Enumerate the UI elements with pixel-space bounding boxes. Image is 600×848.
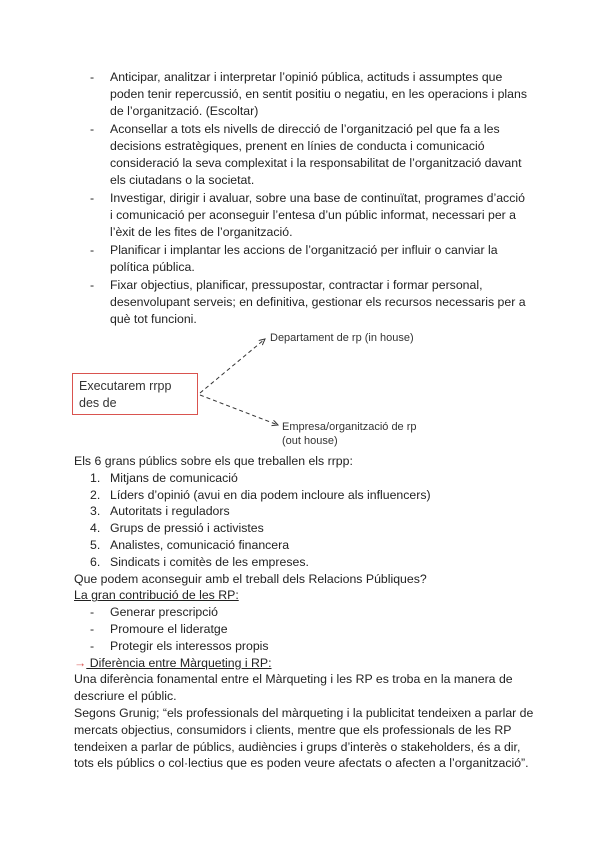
publics-list <box>74 470 534 571</box>
list-item <box>90 470 534 487</box>
dash-bullet: - <box>90 278 95 292</box>
dash-bullet: - <box>90 605 95 620</box>
difference-paragraph-2: Segons Grunig; “els professionals del màrqueting i la publicitat tendeixen a parlar de mercats objectius, consumidors i clients, mentre que els professionals de les RP tendeixen a parlar de públics, audiències i grups d’interès o stakeholders, és a dir, tots els públics o col·lectius que es poden veure afectats o afecten a l’organització”. <box>74 705 534 771</box>
contribution-list <box>74 604 534 654</box>
list-item-text: Protegir els interessos propis <box>110 638 269 653</box>
list-item <box>90 487 534 504</box>
right-arrow-icon: → <box>74 655 87 670</box>
in-house-label: Departament de rp (in house) <box>270 332 414 344</box>
list-item <box>90 503 534 520</box>
list-item <box>90 604 534 621</box>
list-item <box>90 554 534 571</box>
list-item-text: Grups de pressió i activistes <box>110 521 264 536</box>
list-number: 1. <box>90 470 101 485</box>
list-item-text: Sindicats i comitès de les empreses. <box>110 554 309 569</box>
list-item <box>90 520 534 537</box>
out-house-label-line2: (out house) <box>282 435 338 447</box>
difference-heading: Diferència entre Màrqueting i RP: <box>86 655 272 670</box>
list-number: 6. <box>90 554 101 569</box>
list-item <box>90 277 530 328</box>
rrpp-diagram <box>70 325 450 450</box>
list-item-text: Promoure el lideratge <box>110 621 228 636</box>
dash-bullet: - <box>90 638 95 653</box>
arrow-to-out-house <box>200 395 278 425</box>
list-item-text: Analistes, comunicació financera <box>110 537 290 552</box>
difference-paragraph-1: Una diferència fonamental entre el Màrqueting i les RP es troba en la manera de descriure el públic. <box>74 672 513 704</box>
list-item <box>90 537 534 554</box>
list-item <box>90 121 530 189</box>
dash-bullet: - <box>90 122 95 136</box>
intro-dash-list <box>90 69 530 329</box>
list-item-text: Planificar i implantar les accions de l’organització per influir o canviar la política pública. <box>110 243 498 274</box>
list-item <box>90 638 534 655</box>
dash-bullet: - <box>90 191 95 205</box>
list-item <box>90 621 534 638</box>
list-item-text: Anticipar, analitzar i interpretar l’opinió pública, actituds i assumptes que poden tenir repercussió, en sentit positiu o negatiu, en les operacions i plans de l’organització. (Escoltar) <box>110 70 527 118</box>
list-item-text: Líders d’opinió (avui en dia podem incloure als influencers) <box>110 487 431 502</box>
list-item <box>90 190 530 241</box>
list-number: 3. <box>90 504 101 519</box>
list-number: 4. <box>90 521 101 536</box>
list-item <box>90 69 530 120</box>
dash-bullet: - <box>90 243 95 257</box>
list-item-text: Investigar, dirigir i avaluar, sobre una base de continuïtat, programes d’acció i comunicació per aconseguir l’entesa d’un públic informat, necessari per a l’èxit de les fites de l’organització. <box>110 191 525 239</box>
list-item <box>90 242 530 276</box>
dash-bullet: - <box>90 621 95 636</box>
out-house-label-line1: Empresa/organització de rp <box>282 421 417 433</box>
list-item-text: Generar prescripció <box>110 605 218 620</box>
list-item-text: Mitjans de comunicació <box>110 470 238 485</box>
publics-heading: Els 6 grans públics sobre els que treballen els rrpp: <box>74 454 353 468</box>
diagram-source-box: Executarem rrpp des de <box>72 373 198 415</box>
dash-bullet: - <box>90 70 95 84</box>
list-number: 5. <box>90 537 101 552</box>
list-item-text: Autoritats i reguladors <box>110 504 230 519</box>
body-block <box>74 453 534 772</box>
contribution-heading: La gran contribució de les RP: <box>74 588 239 603</box>
difference-heading-line <box>74 655 534 672</box>
arrow-to-in-house <box>200 339 265 393</box>
list-number: 2. <box>90 487 101 502</box>
list-item-text: Fixar objectius, planificar, pressupostar, contractar i formar personal, desenvolupant serveis; en definitiva, gestionar els recursos necessaris per a què tot funcioni. <box>110 278 526 326</box>
question-line: Que podem aconseguir amb el treball dels Relacions Públiques? <box>74 571 427 586</box>
list-item-text: Aconsellar a tots els nivells de direcció de l’organització pel que fa a les decisions estratègiques, prenent en línies de conducta i comunicació consideració la seva complexitat i la responsabilitat de l’organització davant els ciutadans o la societat. <box>110 122 522 187</box>
